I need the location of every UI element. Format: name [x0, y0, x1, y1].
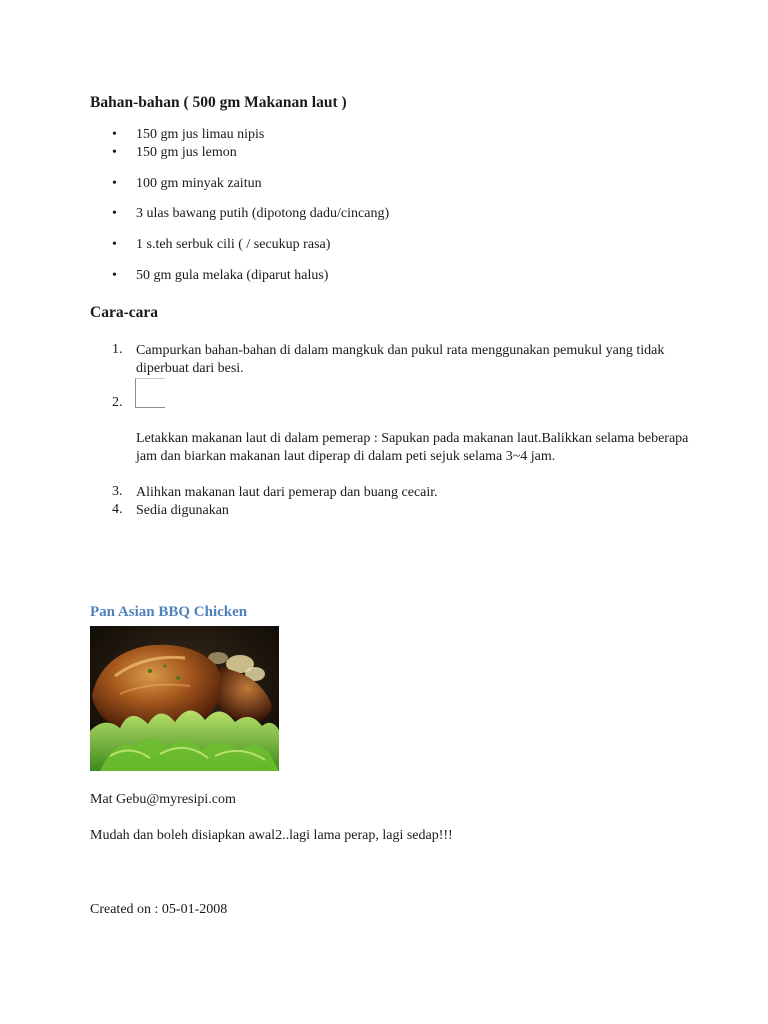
step-number: 2.: [112, 395, 123, 410]
step-number: 4.: [112, 502, 123, 517]
ingredient-text: 1 s.teh serbuk cili ( / secukup rasa): [136, 237, 331, 252]
chicken-photo: [90, 626, 279, 771]
ingredient-text: 150 gm jus lemon: [136, 145, 237, 160]
method-heading: Cara-cara: [90, 304, 158, 321]
ingredient-text: 3 ulas bawang putih (dipotong dadu/cincang): [136, 206, 390, 221]
recipe-note: Mudah dan boleh disiapkan awal2..lagi lama perap, lagi sedap!!!: [90, 828, 453, 843]
bullet-icon: •: [112, 176, 117, 191]
bullet-icon: •: [112, 237, 117, 252]
ingredient-text: 150 gm jus limau nipis: [136, 127, 265, 142]
ingredient-text: 100 gm minyak zaitun: [136, 176, 262, 191]
step-number: 1.: [112, 342, 123, 357]
step-text: Letakkan makanan laut di dalam pemerap : Sapukan pada makanan laut.Balikkan selama beberapa jam dan biarkan makanan laut diperap di dalam peti sejuk selama 3~4 jam.: [136, 431, 689, 464]
bullet-icon: •: [112, 206, 117, 221]
ingredient-text: 50 gm gula melaka (diparut halus): [136, 268, 329, 283]
bullet-icon: •: [112, 268, 117, 283]
step-text: Campurkan bahan-bahan di dalam mangkuk dan pukul rata menggunakan pemukul yang tidak diperbuat dari besi.: [136, 343, 665, 376]
created-date: Created on : 05-01-2008: [90, 902, 228, 917]
bullet-icon: •: [112, 145, 117, 160]
step-text: Sedia digunakan: [136, 503, 229, 518]
ingredients-heading: Bahan-bahan ( 500 gm Makanan laut ): [90, 94, 347, 111]
image-placeholder: [135, 378, 165, 408]
author-text: Mat Gebu@myresipi.com: [90, 792, 236, 807]
step-number: 3.: [112, 484, 123, 499]
bullet-icon: •: [112, 127, 117, 142]
step-text: Alihkan makanan laut dari pemerap dan buang cecair.: [136, 485, 438, 500]
recipe-title-link[interactable]: Pan Asian BBQ Chicken: [90, 604, 248, 620]
